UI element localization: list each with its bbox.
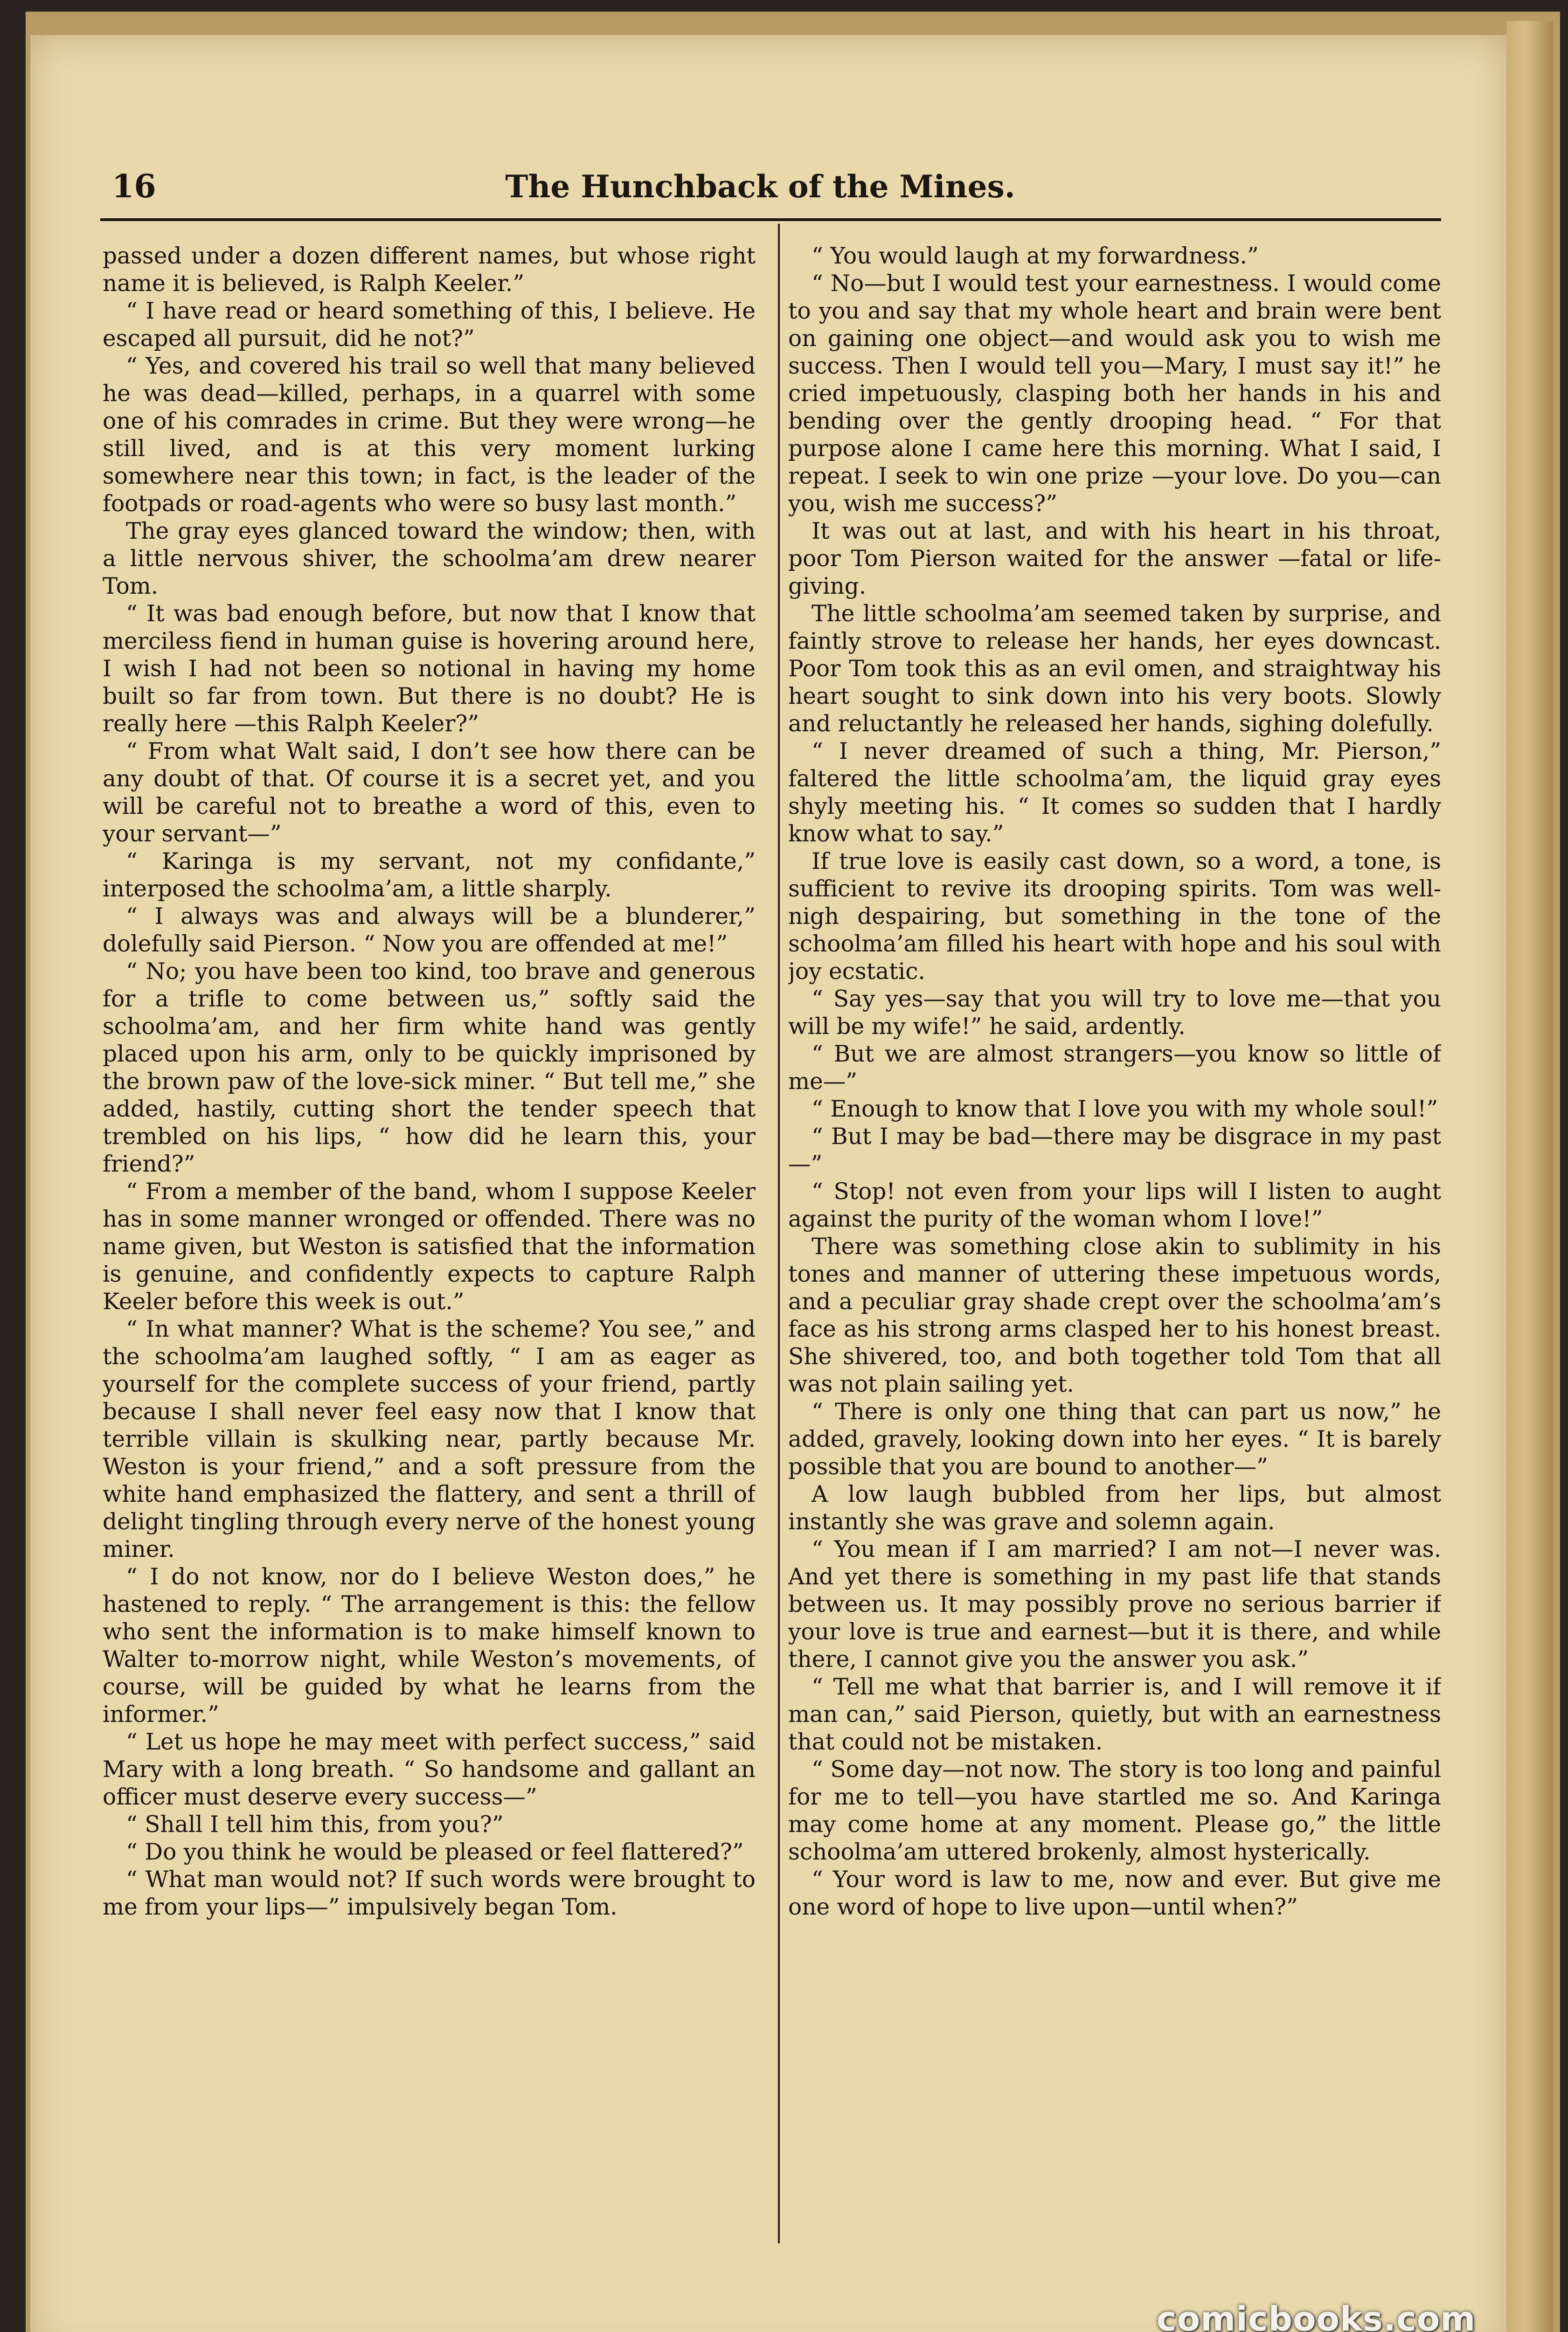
paragraph: There was something close akin to sublimity in his tones and manner of uttering these impetuous words, and a peculiar gray shade crept over the schoolma’am’s face as his strong arms clasped her to his honest breast. She shivered, too, and both together told Tom that all was not plain sailing yet. [788,1234,1441,1397]
right-column [788,243,1441,2248]
paragraph: “ Shall I tell him this, from you?” [126,1811,504,1838]
paragraph: “ Your word is law to me, now and ever. But give me one word of hope to live upon—until when?” [788,1867,1441,1920]
running-title: The Hunchback of the Mines. [505,168,1015,205]
paragraph: “ Some day—not now. The story is too long and painful for me to tell—you have startled me so. And Karinga may come home at any moment. Please go,” the little schoolma’am uttered brokenly, almost hysterically. [788,1756,1441,1865]
paragraph: “ From a member of the band, whom I suppose Keeler has in some manner wronged or offended. There was no name given, but Weston is satisfied that the information is genuine, and confidently expects to capture Ralph Keeler before this week is out.” [103,1179,756,1315]
paragraph: “ Enough to know that I love you with my whole soul!” [812,1096,1438,1122]
paragraph: “ Tell me what that barrier is, and I will remove it if man can,” said Pierson, quietly, but with an earnestness that could not be mistaken. [788,1674,1441,1755]
page-header [79,161,1441,212]
paragraph: “ I always was and always will be a blunderer,” dolefully said Pierson. “ Now you are offended at me!” [103,903,756,957]
paragraph: If true love is easily cast down, so a word, a tone, is sufficient to revive its drooping spirits. Tom was well-nigh despairing, but something in the tone of the schoolma’am filled his heart with hope and his soul with joy ecstatic. [788,848,1441,985]
paragraph: “ No—but I would test your earnestness. I would come to you and say that my whole heart and brain were bent on gaining one object—and would ask you to wish me success. Then I would tell you—Mary, I must say it!” he cried impetuously, clasping both her hands in his and bending over the gently drooping head. “ For that purpose alone I came here this morning. What I said, I repeat. I seek to win one prize —your love. Do you—can you, wish me success?” [788,271,1441,517]
paragraph: “ Yes, and covered his trail so well that many believed he was dead—killed, perhaps, in a quarrel with some one of his comrades in crime. But they were wrong—he still lived, and is at this very moment lurking somewhere near this town; in fact, is the leader of the footpads or road-agents who were so busy last month.” [103,353,756,517]
paragraph: “ But we are almost strangers—you know so little of me—” [788,1041,1441,1095]
paragraph: “ It was bad enough before, but now that I know that merciless fiend in human guise is hovering around here, I wish I had not been so notional in having my home built so far from town. But there is no doubt? He is really here —this Ralph Keeler?” [103,601,756,737]
paragraph: A low laugh bubbled from her lips, but almost instantly she was grave and solemn again. [788,1481,1441,1535]
page-number: 16 [112,168,156,205]
paragraph: “ You mean if I am married? I am not—I never was. And yet there is something in my past life that stands between us. It may possibly prove no serious barrier if your love is true and earnest—but it is there, and while there, I cannot give you the answer you ask.” [788,1536,1441,1673]
left-column [103,243,756,2248]
paragraph: It was out at last, and with his heart in his throat, poor Tom Pierson waited for the answer —fatal or life-giving. [788,518,1441,599]
paragraph: “ Do you think he would be pleased or feel flattered?” [126,1839,744,1865]
paragraph: passed under a dozen different names, but whose right name it is believed, is Ralph Keeler.” [103,243,756,297]
paragraph: The gray eyes glanced toward the window; then, with a little nervous shiver, the schoolma’am drew nearer Tom. [103,518,756,599]
paragraph: “ I never dreamed of such a thing, Mr. Pierson,” faltered the little schoolma’am, the liquid gray eyes shyly meeting his. “ It comes so sudden that I hardly know what to say.” [788,738,1441,847]
paragraph: “ In what manner? What is the scheme? You see,” and the schoolma’am laughed softly, “ I am as eager as yourself for the complete success of your friend, partly because I shall never feel easy now that I know that terrible villain is skulking near, partly because Mr. Weston is your friend,” and a soft pressure from the white hand emphasized the flattery, and sent a thrill of delight tingling through every nerve of the honest young miner. [103,1316,756,1562]
header-rule [100,218,1441,221]
paragraph: “ Karinga is my servant, not my confidante,” interposed the schoolma’am, a little sharply. [103,848,756,902]
paragraph: “ You would laugh at my forwardness.” [812,243,1259,269]
paragraph: The little schoolma’am seemed taken by surprise, and faintly strove to release her hands, her eyes downcast. Poor Tom took this as an evil omen, and straightway his heart sought to sink down into his very boots. Slowly and reluctantly he released her hands, sighing dolefully. [788,601,1441,737]
binding-edge [1506,21,1553,2332]
paragraph: “ From what Walt said, I don’t see how there can be any doubt of that. Of course it is a secret yet, and you will be careful not to breathe a word of this, even to your servant—” [103,738,756,847]
paragraph: “ I do not know, nor do I believe Weston does,” he hastened to reply. “ The arrangement is this: the fellow who sent the information is to make himself known to Walter to-morrow night, while Weston’s movements, of course, will be guided by what he learns from the informer.” [103,1564,756,1728]
column-divider [778,224,780,2243]
paragraph: “ No; you have been too kind, too brave and generous for a trifle to come between us,” softly said the schoolma’am, and her firm white hand was gently placed upon his arm, only to be quickly imprisoned by the brown paw of the love-sick miner. “ But tell me,” she added, hastily, cutting short the tender speech that trembled on his lips, “ how did he learn this, your friend?” [103,958,756,1177]
paragraph: “ There is only one thing that can part us now,” he added, gravely, looking down into her eyes. “ It is barely possible that you are bound to another—” [788,1399,1441,1480]
paragraph: “ Stop! not even from your lips will I listen to aught against the purity of the woman whom I love!” [788,1179,1441,1232]
paragraph: “ Say yes—say that you will try to love me—that you will be my wife!” he said, ardently. [788,986,1441,1040]
paragraph: “ But I may be bad—there may be disgrace in my past—” [788,1124,1441,1177]
watermark: comicbooks.com [1157,2299,1476,2332]
paragraph: “ What man would not? If such words were brought to me from your lips—” impulsively began Tom. [103,1867,756,1920]
paragraph: “ I have read or heard something of this, I believe. He escaped all pursuit, did he not?” [103,298,756,352]
paragraph: “ Let us hope he may meet with perfect success,” said Mary with a long breath. “ So handsome and gallant an officer must deserve every success—” [103,1729,756,1810]
